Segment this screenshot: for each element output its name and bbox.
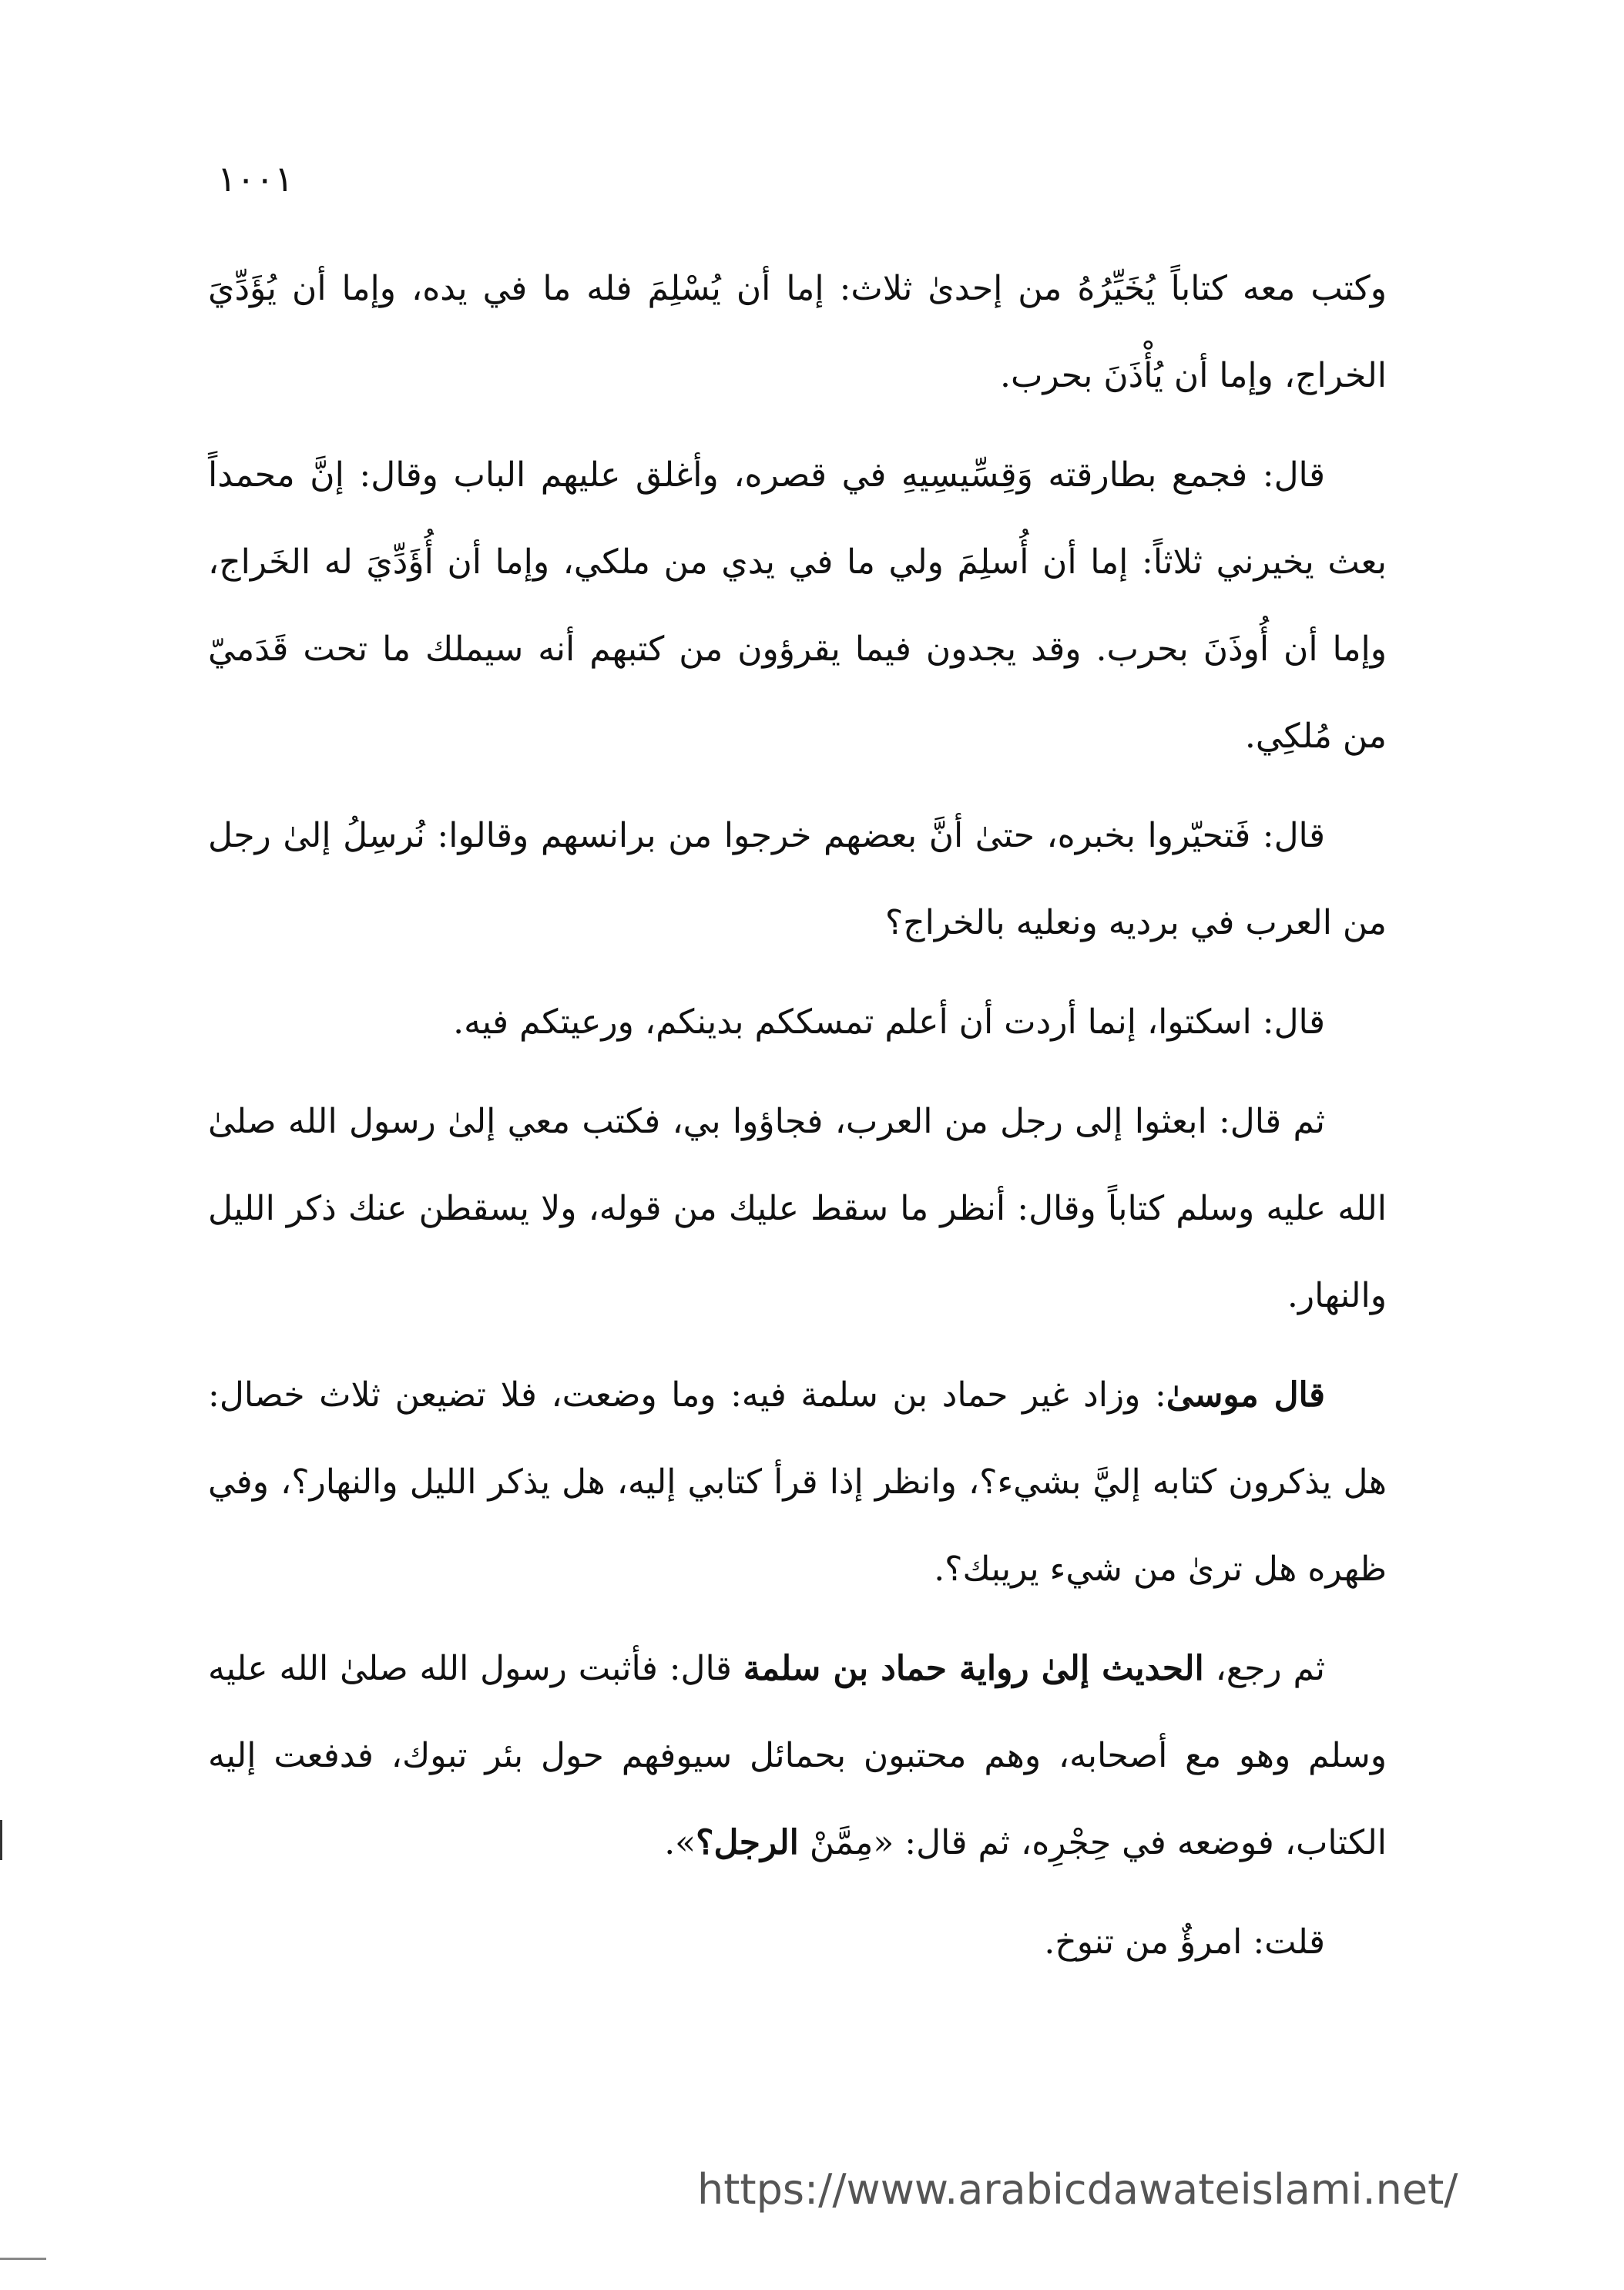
bold-text-segment: الحديث إلىٰ رواية حماد بن سلمة [743, 1649, 1204, 1688]
bold-text-segment: الرجل؟ [696, 1823, 799, 1862]
bold-text-segment: قال موسىٰ [1166, 1375, 1325, 1415]
paragraph [208, 431, 1387, 780]
scan-corner-mark [0, 2258, 46, 2260]
text-segment: ». [664, 1823, 696, 1862]
scan-edge-mark [0, 1820, 2, 1860]
paragraph [208, 1899, 1387, 1986]
text-segment: قال: فَتحيّروا بخبره، حتىٰ أنَّ بعضهم خرجوا من برانسهم وقالوا: نُرسِلُ إلىٰ رجل من العرب في برديه ونعليه بالخراج؟ [208, 816, 1387, 942]
text-segment: : وزاد غير حماد بن سلمة فيه: وما وضعت، فلا تضيعن ثلاث خصال: هل يذكرون كتابه إليَّ بشيء؟، وانظر إذا قرأ كتابي إليه، هل يذكر الليل والنهار؟، وفي ظهره هل ترىٰ من شيء يريبك؟. [208, 1375, 1387, 1589]
text-segment: ثم رجع، [1203, 1649, 1326, 1688]
watermark-url: https://www.arabicdawateislami.net/ [697, 2165, 1458, 2214]
paragraph [208, 792, 1387, 966]
paragraph [208, 1625, 1387, 1886]
text-segment: قال: فأثبت رسول الله صلىٰ الله عليه وسلم وهو مع أصحابه، وهم محتبون بحمائل سيوفهم حول بئر تبوك، فدفعت إليه الكتاب، فوضعه في حِجْرِه، ثم قال: «مِمَّنْ [208, 1649, 1387, 1862]
page-number: ١٠٠١ [217, 158, 294, 200]
text-segment: وكتب معه كتاباً يُخَيِّرُهُ من إحدىٰ ثلاث: إما أن يُسْلِمَ فله ما في يده، وإما أن يُؤَدِّيَ الخراج، وإما أن يُأْذَنَ بحرب. [208, 269, 1387, 395]
text-segment: قال: اسكتوا، إنما أردت أن أعلم تمسككم بدينكم، ورعيتكم فيه. [453, 1002, 1325, 1042]
paragraph [208, 979, 1387, 1066]
paragraph [208, 1078, 1387, 1339]
text-segment: قال: فجمع بطارقته وَقِسِّيسِيهِ في قصره، وأغلق عليهم الباب وقال: إنَّ محمداً بعث يخيرني ثلاثاً: إما أن أُسلِمَ ولي ما في يدي من ملكي، وإما أن أُؤَدِّيَ له الخَراج، وإما أن أُوذَنَ بحرب. وقد يجدون فيما يقرؤون من كتبهم أنه سيملك ما تحت قَدَميّ من مُلكِي. [208, 455, 1387, 756]
text-segment: ثم قال: ابعثوا إلى رجل من العرب، فجاؤوا بي، فكتب معي إلىٰ رسول الله صلىٰ الله عليه وسلم كتاباً وقال: أنظر ما سقط عليك من قوله، ولا يسقطن عنك ذكر الليل والنهار. [208, 1102, 1387, 1315]
body-text [208, 245, 1387, 1998]
text-segment: قلت: امرؤٌ من تنوخ. [1044, 1922, 1325, 1962]
paragraph [208, 245, 1387, 419]
paragraph [208, 1352, 1387, 1613]
